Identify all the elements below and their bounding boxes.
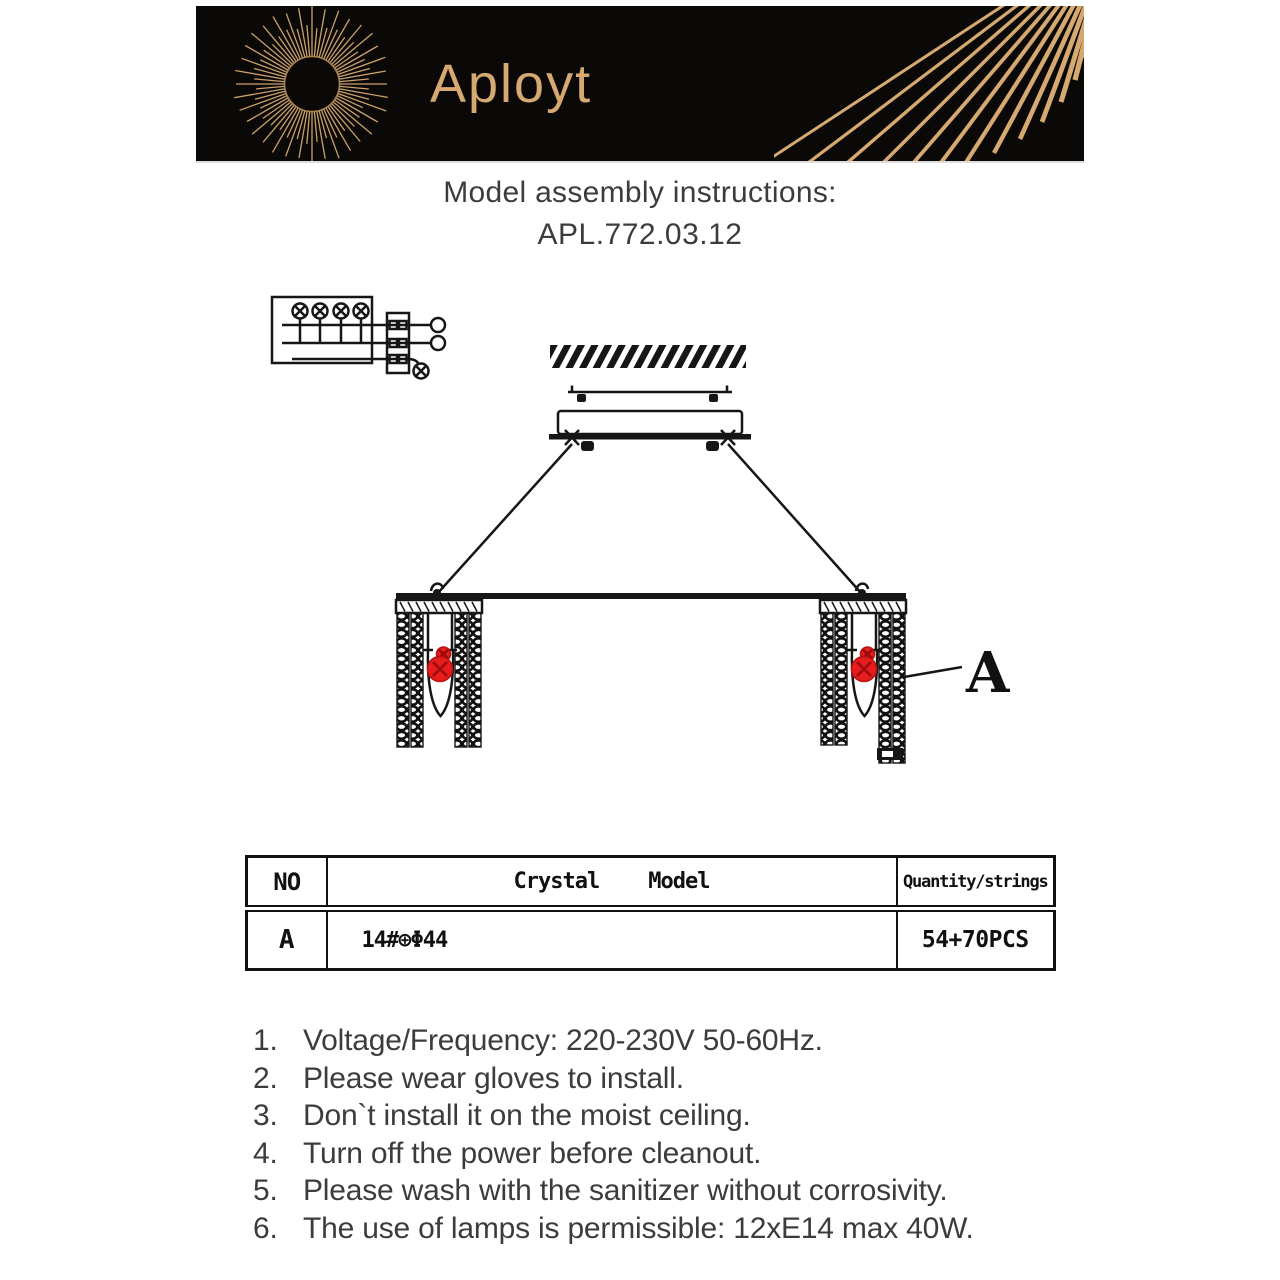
item-number: 2. xyxy=(253,1061,278,1095)
sunburst-logo-icon xyxy=(212,6,412,162)
item-text: Don`t install it on the moist ceiling. xyxy=(303,1099,751,1132)
table-header-row xyxy=(247,857,1055,909)
fixture xyxy=(396,584,1011,763)
list-item xyxy=(253,1135,1053,1173)
brand-name: Aployt xyxy=(430,54,593,114)
list-item xyxy=(253,1060,1053,1098)
crystal-string xyxy=(397,613,409,747)
brand-banner xyxy=(196,6,1084,163)
fixture-bar xyxy=(396,593,906,599)
crystal-string xyxy=(411,613,423,747)
title-text: Model assembly instructions: xyxy=(443,176,837,209)
list-item xyxy=(253,1022,1053,1060)
crystal-string xyxy=(469,613,481,747)
page-title xyxy=(196,176,1084,252)
list-item xyxy=(253,1210,1053,1248)
item-number: 4. xyxy=(253,1136,278,1170)
right-lamp-unit xyxy=(820,600,906,763)
table-row xyxy=(247,909,1055,970)
col-header-no: NO xyxy=(247,857,327,909)
item-number: 6. xyxy=(253,1211,278,1245)
canopy-base-plate xyxy=(549,434,751,440)
list-item xyxy=(253,1172,1053,1210)
terminal-block xyxy=(387,313,409,373)
ceiling-mount xyxy=(437,345,862,594)
col-header-model: Crystal Model xyxy=(327,857,897,909)
suspension-cable-left xyxy=(437,444,572,594)
suspension-cable-right xyxy=(728,444,862,594)
item-number: 5. xyxy=(253,1174,278,1207)
crystal-string xyxy=(893,613,905,763)
col-header-quantity: Quantity/strings xyxy=(897,857,1055,909)
crystal-string xyxy=(821,613,833,745)
item-text: Voltage/Frequency: 220-230V 50-60Hz. xyxy=(303,1024,823,1057)
item-text: Please wear gloves to install. xyxy=(303,1061,684,1095)
cell-no: A xyxy=(247,909,327,970)
assembly-diagram xyxy=(0,260,1280,820)
ground-symbol xyxy=(414,364,429,379)
item-text: Please wash with the sanitizer without corrosivity. xyxy=(303,1174,948,1207)
model-number: APL.772.03.12 xyxy=(537,218,743,251)
crystal-string xyxy=(455,613,467,747)
part-label-text: A xyxy=(966,640,1010,706)
ceiling-hatch xyxy=(550,345,746,368)
cell-model: 14#⊕Φ44 xyxy=(327,909,897,970)
item-number: 1. xyxy=(253,1024,278,1057)
instruction-list xyxy=(253,1022,1053,1247)
left-lamp-unit xyxy=(396,600,482,747)
cell-quantity: 54+70PCS xyxy=(897,909,1055,970)
leader-line xyxy=(904,667,962,677)
parts-table xyxy=(245,855,1056,971)
canopy xyxy=(558,411,742,434)
corner-rays-icon xyxy=(774,6,1084,163)
crystal-string xyxy=(879,613,891,763)
crystal-string xyxy=(835,613,847,745)
item-text: Turn off the power before cleanout. xyxy=(303,1136,762,1170)
lamp-symbols xyxy=(293,304,369,319)
part-label-a xyxy=(904,640,1011,706)
item-text: The use of lamps is permissible: 12xE14 max 40W. xyxy=(303,1211,974,1245)
item-number: 3. xyxy=(253,1099,278,1132)
wiring-diagram xyxy=(272,297,445,379)
list-item xyxy=(253,1097,1053,1135)
